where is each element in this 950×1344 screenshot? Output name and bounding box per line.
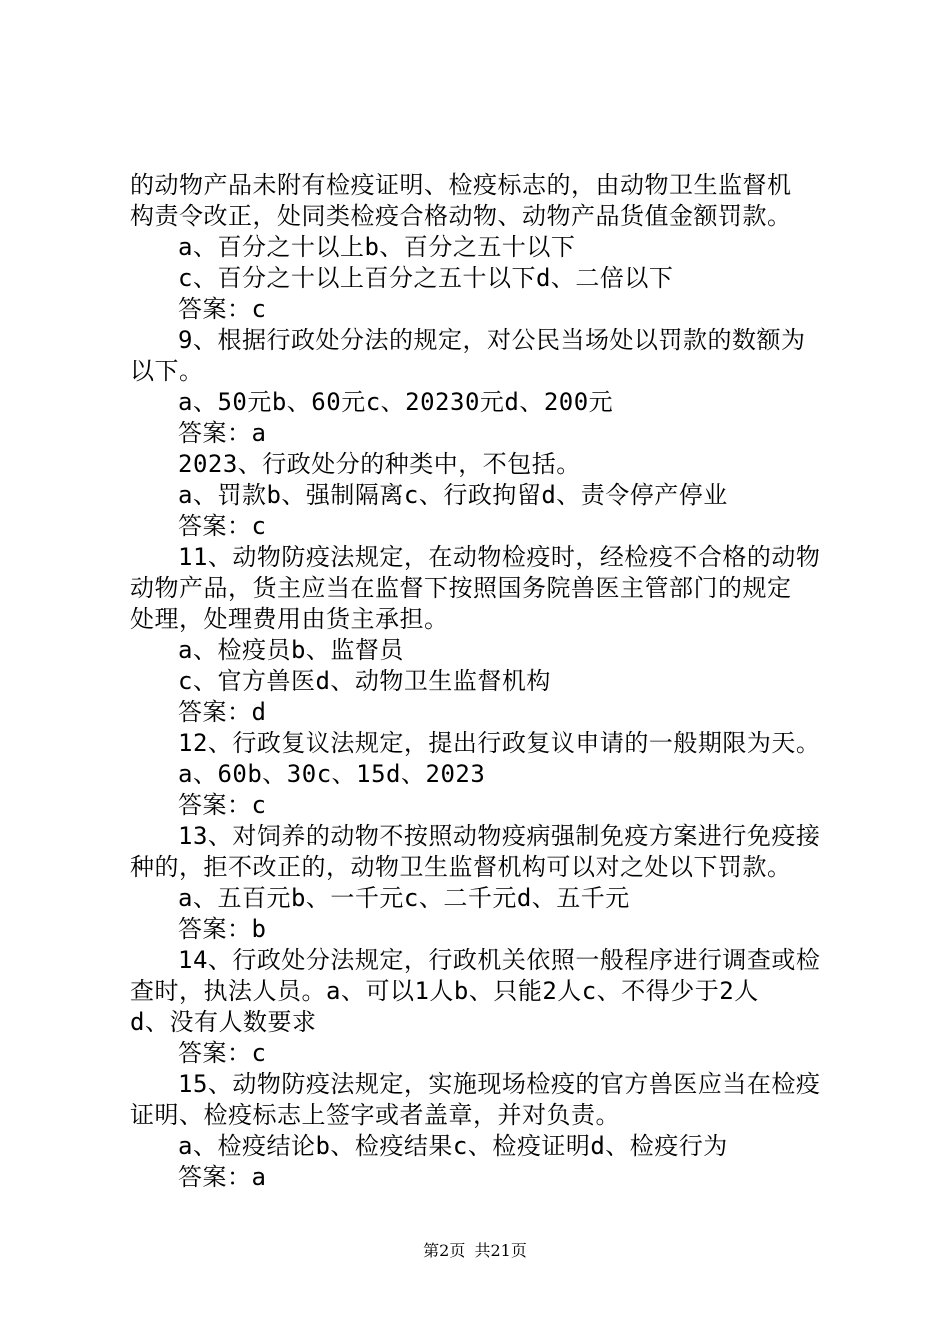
- text-line: 13、对饲养的动物不按照动物疫病强制免疫方案进行免疫接: [178, 822, 821, 850]
- text-line: 15、动物防疫法规定，实施现场检疫的官方兽医应当在检疫: [178, 1070, 821, 1098]
- text-line: 答案：c: [178, 295, 267, 323]
- text-line: 答案：a: [178, 1163, 267, 1191]
- text-line: a、检疫员b、监督员: [178, 636, 404, 664]
- page-number: 第2页: [423, 1241, 466, 1260]
- text-line: 答案：d: [178, 698, 267, 726]
- text-line: 2023、行政处分的种类中，不包括。: [178, 450, 581, 478]
- text-line: 证明、检疫标志上签字或者盖章，并对负责。: [130, 1101, 620, 1129]
- text-line: c、官方兽医d、动物卫生监督机构: [178, 667, 551, 695]
- text-line: 9、根据行政处分法的规定，对公民当场处以罚款的数额为: [178, 326, 806, 354]
- text-line: a、罚款b、强制隔离c、行政拘留d、责令停产停业: [178, 481, 728, 509]
- page-total: 共21页: [474, 1241, 527, 1260]
- text-line: 的动物产品未附有检疫证明、检疫标志的，由动物卫生监督机: [130, 171, 792, 199]
- text-line: 答案：b: [178, 915, 267, 943]
- text-line: d、没有人数要求: [130, 1008, 317, 1036]
- text-line: a、检疫结论b、检疫结果c、检疫证明d、检疫行为: [178, 1132, 728, 1160]
- text-line: a、百分之十以上b、百分之五十以下: [178, 233, 576, 261]
- text-line: 12、行政复议法规定，提出行政复议申请的一般期限为天。: [178, 729, 821, 757]
- text-line: 答案：c: [178, 512, 267, 540]
- page-footer: [0, 1240, 950, 1262]
- text-line: 答案：a: [178, 419, 267, 447]
- document-body: [130, 170, 835, 1193]
- text-line: 处理，处理费用由货主承担。: [130, 605, 449, 633]
- text-line: 动物产品，货主应当在监督下按照国务院兽医主管部门的规定: [130, 574, 792, 602]
- text-line: 答案：c: [178, 791, 267, 819]
- text-line: 种的，拒不改正的，动物卫生监督机构可以对之处以下罚款。: [130, 853, 792, 881]
- text-line: c、百分之十以上百分之五十以下d、二倍以下: [178, 264, 674, 292]
- text-line: a、60b、30c、15d、2023: [178, 760, 486, 788]
- text-line: 11、动物防疫法规定，在动物检疫时，经检疫不合格的动物: [178, 543, 821, 571]
- text-line: 14、行政处分法规定，行政机关依照一般程序进行调查或检: [178, 946, 821, 974]
- text-line: a、50元b、60元c、20230元d、200元: [178, 388, 614, 416]
- text-line: 答案：c: [178, 1039, 267, 1067]
- text-line: 以下。: [130, 357, 204, 385]
- text-line: a、五百元b、一千元c、二千元d、五千元: [178, 884, 630, 912]
- text-line: 查时，执法人员。a、可以1人b、只能2人c、不得少于2人: [130, 977, 759, 1005]
- text-line: 构责令改正，处同类检疫合格动物、动物产品货值金额罚款。: [130, 202, 792, 230]
